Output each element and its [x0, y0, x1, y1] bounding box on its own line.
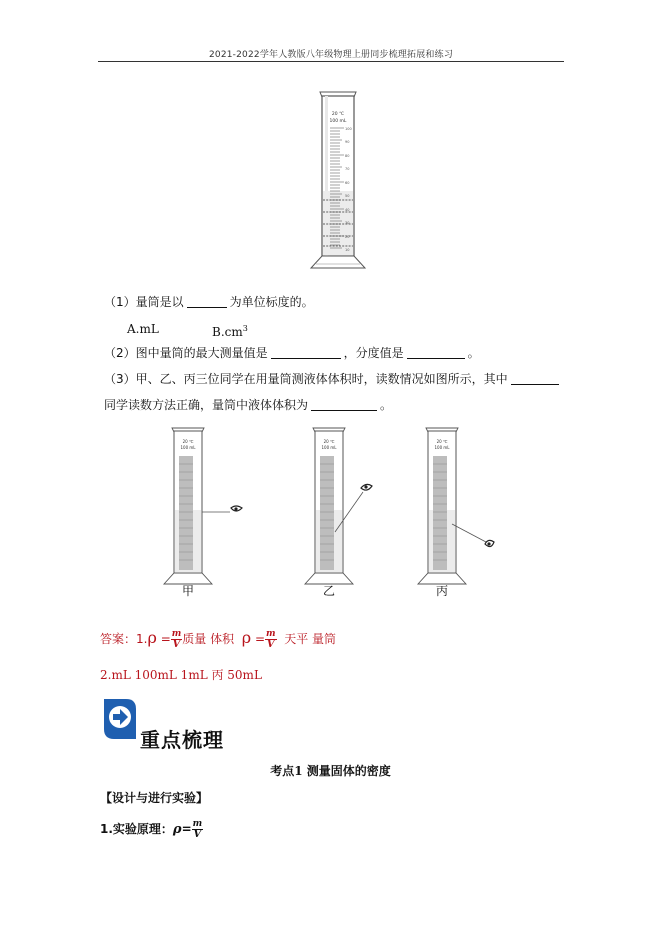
answer-blank	[311, 399, 377, 411]
eye-icon	[485, 540, 494, 546]
question-2-prefix: （2）图中量筒的最大测量值是	[104, 346, 268, 360]
caption-bing: 丙	[435, 584, 449, 598]
question-2	[104, 345, 480, 361]
reading-methods-figure	[160, 420, 520, 600]
tick-label: 90	[345, 140, 350, 144]
rho-symbol: ρ	[147, 628, 157, 647]
caption-yi: 乙	[322, 584, 336, 598]
answer-blank	[511, 373, 559, 385]
tick-label: 10	[345, 248, 350, 252]
option-b-superscript: 3	[242, 324, 248, 333]
page-header: 2021-2022学年人教版八年级物理上册同步梳理拓展和练习	[208, 50, 454, 60]
rho-symbol: ρ	[241, 628, 252, 647]
cylinder-temp-label: 20 ℃	[331, 112, 345, 117]
cylinder-yi	[305, 428, 372, 584]
question-1-prefix: （1）量筒是以	[104, 295, 184, 309]
principle-label: 1.实验原理：	[100, 822, 173, 836]
tick-label: 100	[345, 127, 352, 131]
small-cylinder-temp: 20 ℃	[436, 439, 448, 444]
small-cylinder-temp: 20 ℃	[182, 439, 194, 444]
answer-blank	[271, 347, 341, 359]
equals-sign: =	[160, 632, 171, 646]
section-heading: 重点梳理	[140, 728, 224, 752]
cylinder-jia	[164, 428, 242, 584]
answer-line-1	[100, 626, 336, 650]
answer-blank	[407, 347, 465, 359]
question-3-line-2-suffix: 。	[380, 398, 393, 412]
answer-label: 答案：1.	[100, 632, 148, 646]
eye-icon	[361, 484, 372, 490]
subsection-title: 【设计与进行实验】	[100, 791, 209, 805]
small-cylinder-temp: 20 ℃	[323, 439, 335, 444]
fraction-m-over-v: $\frac{m}{V}$	[266, 628, 276, 650]
kaodian-title: 考点1 测量固体的密度	[270, 764, 391, 778]
question-3-line-1	[104, 371, 562, 387]
question-1-suffix: 为单位标度的。	[229, 295, 314, 309]
arrow-right-icon	[100, 695, 140, 747]
tick-label: 70	[345, 167, 350, 171]
tick-label: 30	[345, 221, 350, 225]
answer-part-2: 天平 量筒	[284, 632, 337, 646]
option-b	[212, 321, 248, 340]
tick-label: 50	[345, 194, 350, 198]
tick-label: 40	[345, 208, 350, 212]
answer-line-2: 2.mL 100mL 1mL 丙 50mL	[100, 668, 262, 682]
tick-label: 60	[345, 181, 350, 185]
eye-icon	[231, 506, 242, 511]
caption-jia: 甲	[181, 584, 195, 598]
option-a: A.mL	[127, 322, 159, 336]
small-cylinder-capacity: 100 mL	[321, 445, 337, 450]
rho-symbol: ρ	[172, 822, 182, 837]
question-3-text: （3）甲、乙、丙三位同学在用量筒测液体体积时，读数情况如图所示，其中	[104, 372, 508, 386]
cylinder-bing	[418, 428, 494, 584]
question-1	[104, 294, 314, 310]
graduated-cylinder-figure	[308, 88, 368, 274]
answer-part-1: 质量 体积	[182, 632, 235, 646]
fraction-m-over-v: $\frac{m}{V}$	[171, 628, 182, 650]
question-3-line-2	[104, 397, 392, 413]
tick-label: 20	[345, 235, 350, 239]
question-2-middle: ，分度值是	[343, 346, 404, 360]
cylinder-capacity-label: 100 mL	[329, 119, 347, 124]
small-cylinder-capacity: 100 mL	[434, 445, 450, 450]
small-cylinder-capacity: 100 mL	[180, 445, 196, 450]
question-2-suffix: 。	[467, 346, 480, 360]
principle-line	[100, 816, 203, 842]
equals-sign: =	[254, 632, 266, 646]
tick-label: 80	[345, 154, 350, 158]
equals-sign: =	[181, 822, 192, 836]
answer-blank	[187, 296, 227, 308]
question-3-line-2-prefix: 同学读数方法正确，量筒中液体体积为	[104, 398, 309, 412]
option-b-label: B.cm	[212, 325, 243, 339]
fraction-m-over-v: $\frac{m}{V}$	[192, 818, 203, 840]
header-rule	[98, 61, 564, 62]
